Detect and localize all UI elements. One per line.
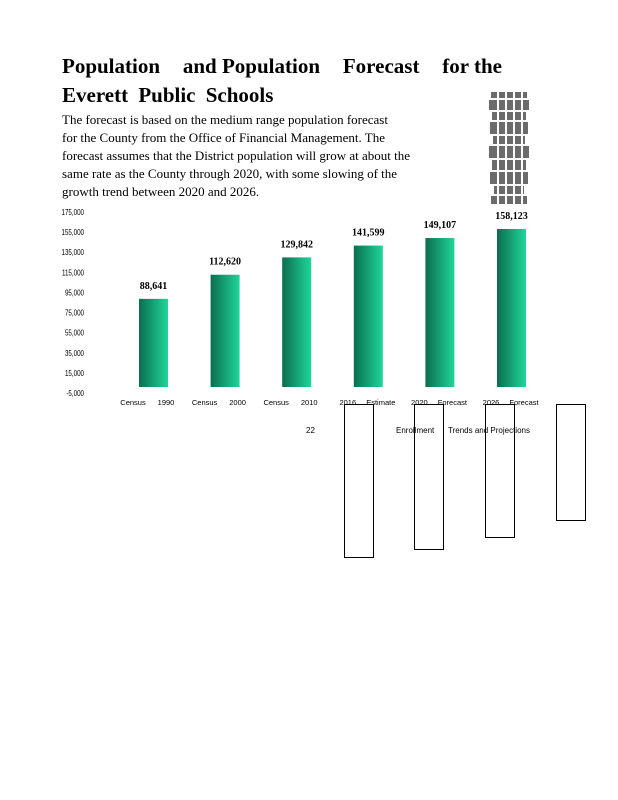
title-word: Population (62, 54, 161, 78)
x-tick-label: 2016 (339, 398, 357, 407)
empty-frame (414, 404, 444, 550)
x-tick-label: 2026 (482, 398, 500, 407)
x-tick-label: 2000 (229, 398, 246, 407)
empty-frame (556, 404, 586, 521)
x-tick-label: Forecast (437, 398, 467, 407)
data-label: 158,123 (495, 210, 528, 222)
x-tick-label: Census (120, 398, 146, 407)
intro-line: growth trend between 2020 and 2026. (62, 184, 260, 199)
x-tick-label: Forecast (509, 398, 539, 407)
data-label: 129,842 (280, 239, 313, 251)
intro-line: forecast assumes that the District population will grow at about the (62, 148, 411, 163)
bar (282, 257, 311, 387)
y-tick-label: 75,000 (64, 308, 84, 318)
bar (211, 275, 240, 387)
bar (425, 238, 454, 387)
intro-line: same rate as the County through 2020, with some slowing of the (62, 166, 398, 181)
x-tick-label: 2020 (411, 398, 428, 407)
data-label: 112,620 (209, 256, 242, 268)
footer-title-enrollment: Enrollment (396, 426, 435, 435)
y-tick-label: 175,000 (61, 208, 84, 218)
page-number: 22 (306, 426, 315, 435)
x-tick-label: 1990 (157, 398, 175, 407)
y-tick-label: 15,000 (64, 369, 84, 379)
y-tick-label: 155,000 (61, 228, 84, 238)
title-word: Forecast (342, 54, 420, 78)
footer-title-trends: Trends and Projections (448, 426, 530, 435)
x-tick-label: Census (263, 398, 289, 407)
data-label: 88,641 (139, 280, 168, 292)
bar (139, 299, 168, 387)
y-tick-label: 95,000 (64, 288, 84, 298)
y-tick-label: -5,000 (66, 389, 84, 399)
title-word: for the (442, 54, 502, 78)
y-tick-label: 115,000 (61, 268, 84, 278)
bar (497, 229, 526, 387)
y-tick-label: 35,000 (64, 349, 84, 359)
title-line-2: Everett Public Schools (62, 83, 274, 107)
x-tick-label: Census (191, 398, 218, 407)
y-tick-label: 135,000 (61, 248, 84, 258)
x-tick-label: 2010 (300, 398, 318, 407)
empty-frame (344, 404, 374, 558)
x-tick-label: Estimate (366, 398, 396, 407)
data-label: 141,599 (352, 227, 385, 239)
intro-line: The forecast is based on the medium range population forecast (62, 112, 388, 127)
title-word: and Population (182, 54, 321, 78)
y-tick-label: 55,000 (64, 328, 84, 338)
empty-frame (485, 404, 515, 538)
intro-line: for the County from the Office of Financial Management. The (62, 130, 385, 145)
data-label: 149,107 (423, 220, 457, 232)
bar (354, 246, 383, 387)
